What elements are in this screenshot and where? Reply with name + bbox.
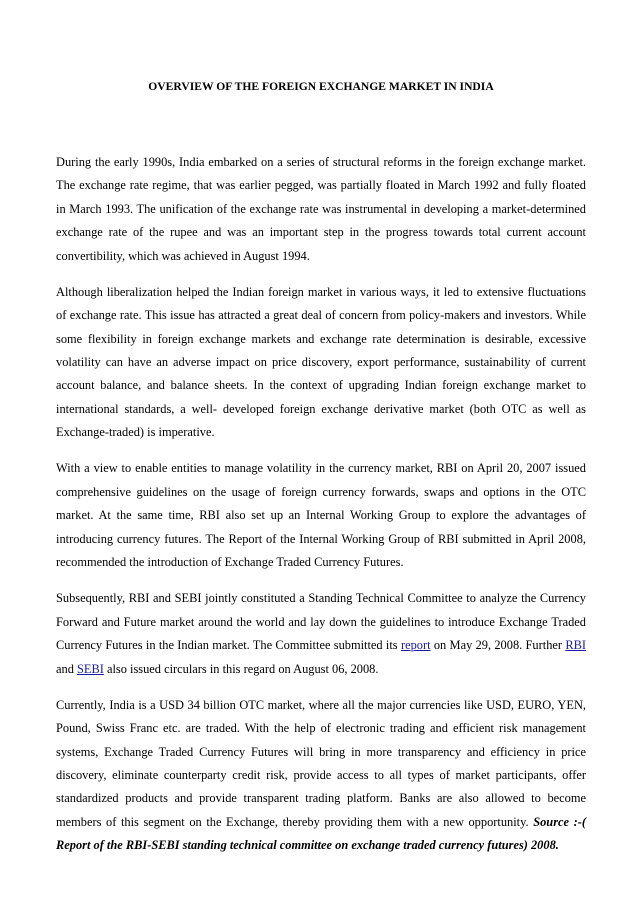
sebi-link[interactable]: SEBI — [77, 661, 104, 676]
paragraph-4-text-1: Subsequently, RBI and SEBI jointly constituted a Standing Technical Committee to analyze the Currency Forward and Future market around the world and lay down the guidelines to introduce Exchange Traded Currency Futures in the Indian market. The Committee submitted its — [56, 591, 586, 653]
report-link[interactable]: report — [400, 638, 431, 653]
paragraph-2: Although liberalization helped the Indian foreign market in various ways, it led to extensive fluctuations of exchange rate. This issue has attracted a great deal of concern from policy-makers and investors. While some flexibility in foreign exchange markets and exchange rate determination is desirable, excessive volatility can have an adverse impact on price discovery, export performance, sustainability of current account balance, and balance sheets. In the context of upgrading Indian foreign exchange market to international standards, a well- developed foreign exchange derivative market (both OTC as well as Exchange-traded) is imperative. — [56, 284, 586, 440]
paragraph-1: During the early 1990s, India embarked on a series of structural reforms in the foreign exchange market. The exchange rate regime, that was earlier pegged, was partially floated in March 1992 and fully floated in March 1993. The unification of the exchange rate was instrumental in developing a market-determined exchange rate of the rupee and was an important step in the progress towards total current account convertibility, which was achieved in August 1994. — [56, 155, 586, 263]
source-citation: Source :-( Report of the RBI-SEBI standing technical committee on exchange traded currency futures) 2008. — [56, 814, 586, 853]
rbi-link[interactable]: RBI — [565, 638, 586, 653]
paragraph-5 — [56, 694, 586, 858]
document-body — [56, 151, 586, 858]
paragraph-4 — [56, 587, 586, 681]
paragraph-4-text-4: also issued circulars in this regard on August 06, 2008. — [103, 661, 379, 676]
paragraph-5-text: Currently, India is a USD 34 billion OTC market, where all the major currencies like USD, EURO, YEN, Pound, Swiss Franc etc. are traded. With the help of electronic trading and efficient risk management systems, Exchange Traded Currency Futures will bring in more transparency and efficiency in price discovery, eliminate counterparty credit risk, provide access to all types of market participants, offer standardized products and provide transparent trading platform. Banks are also allowed to become members of this segment on the Exchange, thereby providing them with a new opportunity. — [56, 697, 586, 829]
document-title: OVERVIEW OF THE FOREIGN EXCHANGE MARKET IN INDIA — [148, 80, 494, 93]
paragraph-4-text-3: and — [56, 661, 77, 676]
paragraph-4-text-2: on May 29, 2008. Further — [430, 638, 566, 653]
paragraph-3: With a view to enable entities to manage volatility in the currency market, RBI on April 20, 2007 issued comprehensive guidelines on the usage of foreign currency forwards, swaps and options in the OTC market. At the same time, RBI also set up an Internal Working Group to explore the advantages of introducing currency futures. The Report of the Internal Working Group of RBI submitted in April 2008, recommended the introduction of Exchange Traded Currency Futures. — [56, 461, 586, 570]
